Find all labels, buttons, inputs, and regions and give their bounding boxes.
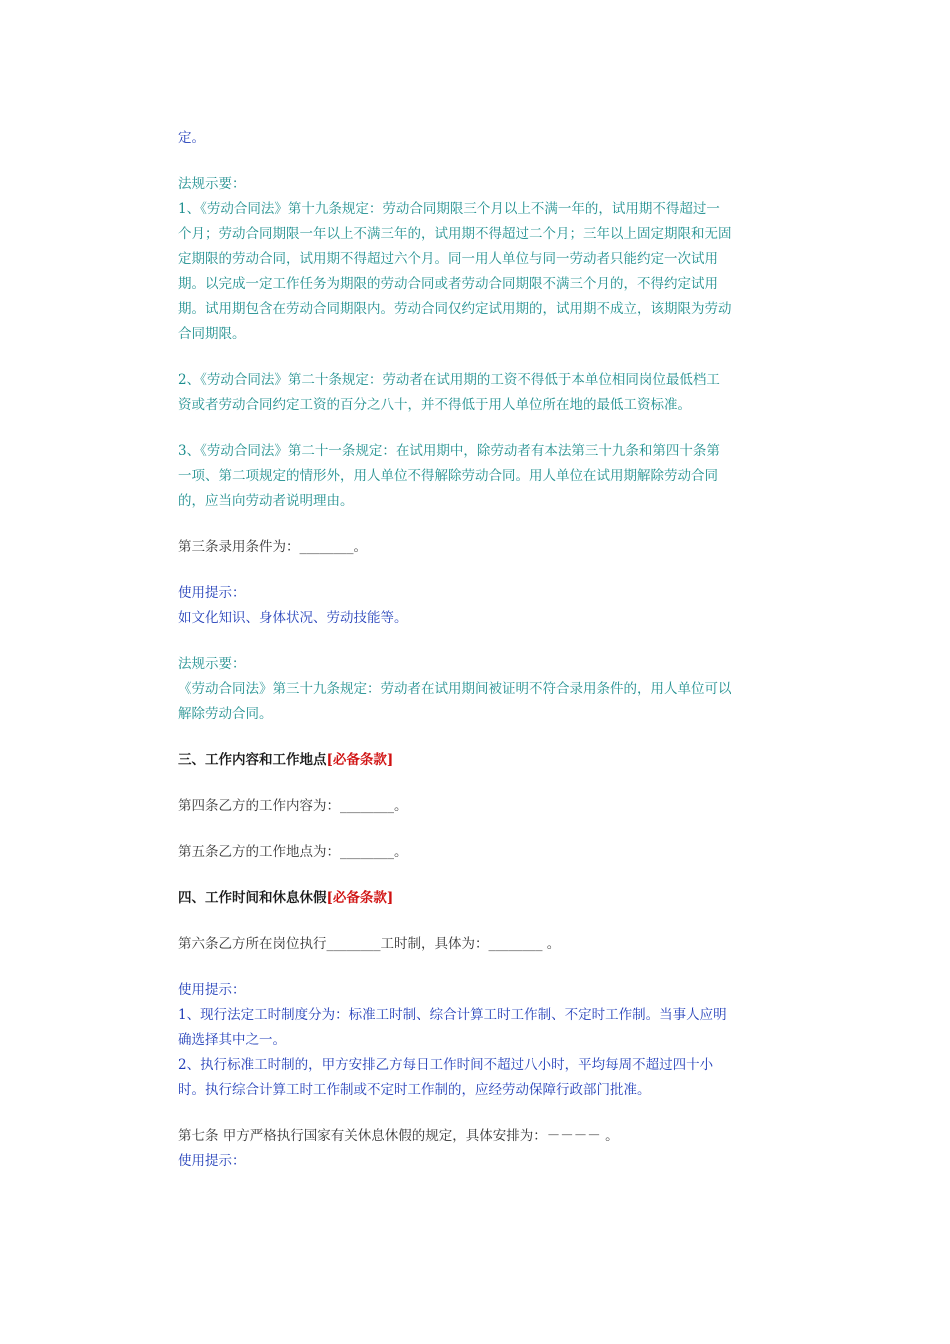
law-text-line: 《劳动合同法》第三十九条规定：劳动者在试用期间被证明不符合录用条件的，用人单位可以 <box>178 681 732 697</box>
article-7: 第七条 甲方严格执行国家有关休息休假的规定，具体安排为：－－－－ 。 <box>178 1128 619 1144</box>
law-text-line: 期。试用期包含在劳动合同期限内。劳动合同仅约定试用期的，试用期不成立，该期限为劳动 <box>178 301 732 317</box>
article-3: 第三条录用条件为：________。 <box>178 539 367 555</box>
use-tip-text: 时。执行综合计算工时工作制或不定时工作制的，应经劳动保障行政部门批准。 <box>178 1082 651 1098</box>
article-6: 第六条乙方所在岗位执行________工时制，具体为：________ 。 <box>178 936 561 952</box>
section-title: 四、工作时间和休息休假 <box>178 890 327 906</box>
article-4: 第四条乙方的工作内容为：________。 <box>178 798 408 814</box>
section-title: 三、工作内容和工作地点 <box>178 752 327 768</box>
law-text-line: 2、《劳动合同法》第二十条规定：劳动者在试用期的工资不得低于本单位相同岗位最低档工 <box>178 372 720 388</box>
use-tip-label: 使用提示： <box>178 1153 246 1169</box>
use-tip-text: 1、现行法定工时制度分为：标准工时制、综合计算工时工作制、不定时工作制。当事人应明 <box>178 1007 727 1023</box>
use-tip-label: 使用提示： <box>178 982 246 998</box>
law-text-line: 3、《劳动合同法》第二十一条规定：在试用期中，除劳动者有本法第三十九条和第四十条第 <box>178 443 720 459</box>
section-heading-4 <box>178 886 770 911</box>
required-tag: [必备条款] <box>326 890 394 906</box>
article-5: 第五条乙方的工作地点为：________。 <box>178 844 408 860</box>
law-text-line: 解除劳动合同。 <box>178 706 273 722</box>
law-text-line: 期。以完成一定工作任务为期限的劳动合同或者劳动合同期限不满三个月的，不得约定试用 <box>178 276 718 292</box>
law-text-line: 1、《劳动合同法》第十九条规定：劳动合同期限三个月以上不满一年的，试用期不得超过一 <box>178 201 720 217</box>
document-body <box>178 126 770 1174</box>
law-text-line: 的，应当向劳动者说明理由。 <box>178 493 354 509</box>
use-tip-text: 确选择其中之一。 <box>178 1032 286 1048</box>
section-heading-3 <box>178 748 770 773</box>
paragraph-tail: 定。 <box>178 130 205 146</box>
law-tip-label: 法规示要： <box>178 176 246 192</box>
law-tip-label: 法规示要： <box>178 656 246 672</box>
law-text-line: 合同期限。 <box>178 326 246 342</box>
law-text-line: 个月；劳动合同期限一年以上不满三年的，试用期不得超过二个月；三年以上固定期限和无固 <box>178 226 732 242</box>
use-tip-text: 2、执行标准工时制的，甲方安排乙方每日工作时间不超过八小时，平均每周不超过四十小 <box>178 1057 714 1073</box>
required-tag: [必备条款] <box>326 752 394 768</box>
law-text-line: 资或者劳动合同约定工资的百分之八十，并不得低于用人单位所在地的最低工资标准。 <box>178 397 691 413</box>
use-tip-text: 如文化知识、身体状况、劳动技能等。 <box>178 610 408 626</box>
law-text-line: 一项、第二项规定的情形外，用人单位不得解除劳动合同。用人单位在试用期解除劳动合同 <box>178 468 718 484</box>
law-text-line: 定期限的劳动合同，试用期不得超过六个月。同一用人单位与同一劳动者只能约定一次试用 <box>178 251 718 267</box>
use-tip-label: 使用提示： <box>178 585 246 601</box>
